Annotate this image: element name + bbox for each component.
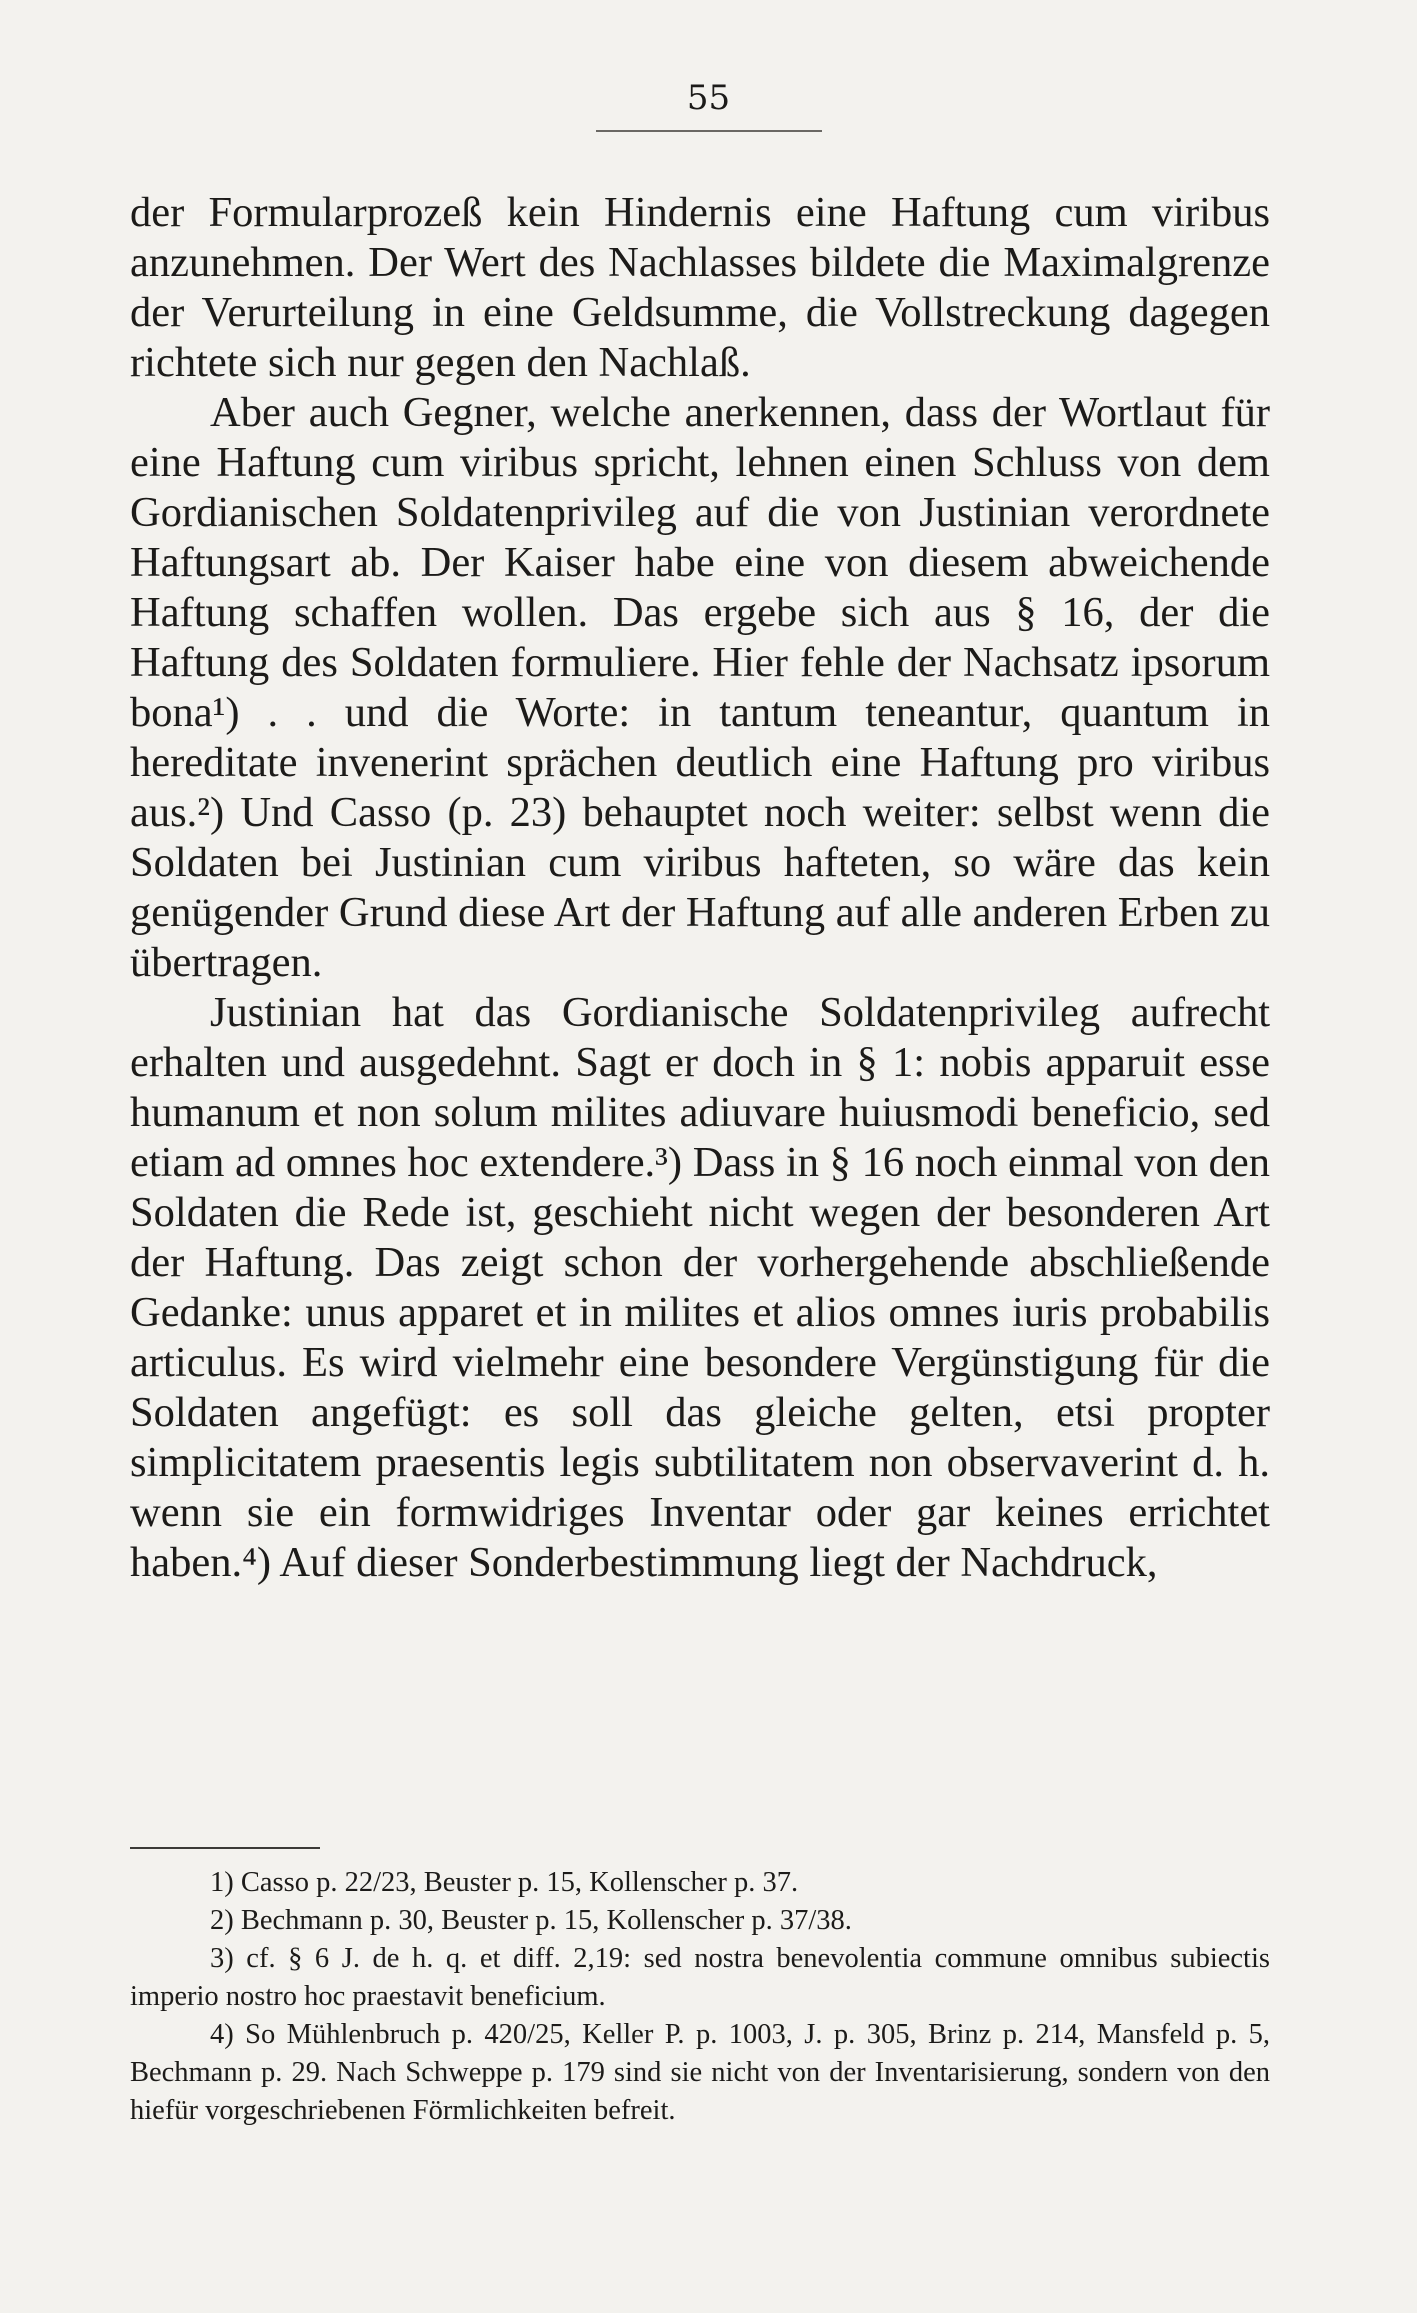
body-text <box>130 188 1270 1588</box>
paragraph-3: Justinian hat das Gordianische Soldatenprivileg aufrecht erhalten und ausgedehnt. Sagt er doch in § 1: nobis apparuit esse humanum et non solum milites adiuvare huiusmodi beneficio, sed etiam ad omnes hoc extendere.³) Dass in § 16 noch einmal von den Soldaten die Rede ist, geschieht nicht wegen der besonderen Art der Haftung. Das zeigt schon der vorhergehende abschließende Gedanke: unus apparet et in milites et alios omnes iuris probabilis articulus. Es wird vielmehr eine besondere Vergünstigung für die Soldaten angefügt: es soll das gleiche gelten, etsi propter simplicitatem praesentis legis subtilitatem non observaverint d. h. wenn sie ein formwidriges Inventar oder gar keines errichtet haben.⁴) Auf dieser Sonderbestimmung liegt der Nachdruck, <box>130 989 1270 1586</box>
footnote-2: 2) Bechmann p. 30, Beuster p. 15, Kollenscher p. 37/38. <box>210 1905 852 1936</box>
footnote-3: 3) cf. § 6 J. de h. q. et diff. 2,19: sed nostra benevolentia commune omnibus subiectis imperio nostro hoc praestavit beneficium. <box>130 1943 1270 2012</box>
footnotes <box>130 1864 1270 2130</box>
header-rule <box>596 130 822 132</box>
footnote-4: 4) So Mühlenbruch p. 420/25, Keller P. p. 1003, J. p. 305, Brinz p. 214, Mansfeld p. 5, Bechmann p. 29. Nach Schweppe p. 179 sind sie nicht von der Inventarisierung, sondern von den hiefür vorgeschriebenen Förmlichkeiten befreit. <box>130 2019 1270 2126</box>
footnote-rule <box>130 1847 320 1849</box>
paragraph-1: der Formularprozeß kein Hindernis eine Haftung cum viribus anzunehmen. Der Wert des Nachlasses bildete die Maximalgrenze der Verurteilung in eine Geldsumme, die Vollstreckung dagegen richtete sich nur gegen den Nachlaß. <box>130 189 1270 386</box>
paragraph-2: Aber auch Gegner, welche anerkennen, dass der Wortlaut für eine Haftung cum viribus spricht, lehnen einen Schluss von dem Gordianischen Soldatenprivileg auf die von Justinian verordnete Haftungsart ab. Der Kaiser habe eine von diesem abweichende Haftung schaffen wollen. Das ergebe sich aus § 16, der die Haftung des Soldaten formuliere. Hier fehle der Nachsatz ipsorum bona¹) . . und die Worte: in tantum teneantur, quantum in hereditate invenerint sprächen deutlich eine Haftung pro viribus aus.²) Und Casso (p. 23) behauptet noch weiter: selbst wenn die Soldaten bei Justinian cum viribus hafteten, so wäre das kein genügender Grund diese Art der Haftung auf alle anderen Erben zu übertragen. <box>130 389 1270 986</box>
page-number: 55 <box>686 78 731 118</box>
footnote-1: 1) Casso p. 22/23, Beuster p. 15, Kollenscher p. 37. <box>210 1867 799 1898</box>
